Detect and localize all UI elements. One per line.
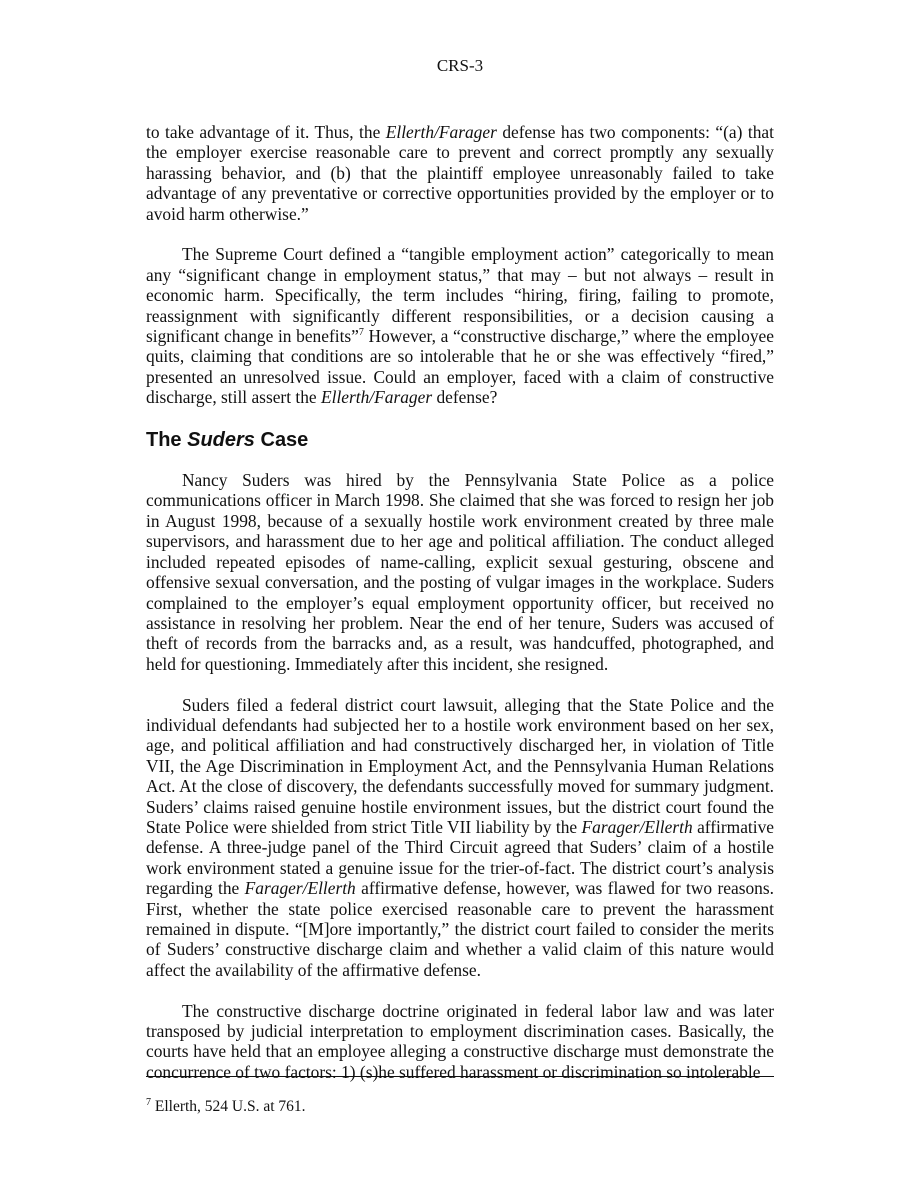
document-body xyxy=(146,122,774,1103)
paragraph-1: to take advantage of it. Thus, the Ellerth/Farager defense has two components: “(a) that the employer exercise reasonable care to prevent and correct promptly any sexually harassing behavior, and (b) that the plaintiff employee unreasonably failed to take advantage of any preventative or corrective opportunities provided by the employer or to avoid harm otherwise.” xyxy=(146,122,774,224)
section-heading: The Suders Case xyxy=(146,429,309,452)
footnote-number: 7 xyxy=(146,1096,151,1108)
paragraph-2: The Supreme Court defined a “tangible employment action” categorically to mean any “significant change in employment status,” that may – but not always – result in economic harm. Specifically, the term includes “hiring, firing, failing to promote, reassignment with significantly different responsibilities, or a decision causing a significant change in benefits”$^7$ However, a “constructive discharge,” where the employee quits, claiming that conditions are so intolerable that he or she was effectively “fired,” presented an unresolved issue. Could an employer, faced with a claim of constructive discharge, still assert the Ellerth/Farager defense? xyxy=(146,244,774,408)
paragraph-5: The constructive discharge doctrine originated in federal labor law and was later transposed by judicial interpretation to employment discrimination cases. Basically, the courts have held that an employee alleging a constructive discharge must demonstrate the concurrence of two factors: 1) (s)he suffered harassment or discrimination so intolerable xyxy=(146,1000,774,1082)
footnote-7 xyxy=(146,1097,774,1117)
page-header: CRS-3 xyxy=(436,56,484,75)
paragraph-4: Suders filed a federal district court lawsuit, alleging that the State Police and the individual defendants had subjected her to a hostile work environment based on her sex, age, and political affiliation and had constructively discharged her, in violation of Title VII, the Age Discrimination in Employment Act, and the Pennsylvania Human Relations Act. At the close of discovery, the defendants successfully moved for summary judgment. Suders’ claims raised genuine hostile environment issues, but the district court found the State Police were shielded from strict Title VII liability by the Farager/Ellerth affirmative defense. A three-judge panel of the Third Circuit agreed that Suders’ claim of a hostile work environment stated a genuine issue for the trier-of-fact. The district court’s analysis regarding the Farager/Ellerth affirmative defense, however, was flawed for two reasons. First, whether the state police exercised reasonable care to prevent the harassment remained in dispute. “[M]ore importantly,” the district court failed to consider the merits of Suders’ constructive discharge claim and whether a valid claim of this nature would affect the availability of the affirmative defense. xyxy=(146,694,774,980)
footnote-divider xyxy=(146,1076,774,1077)
footnote-text: Ellerth, 524 U.S. at 761. xyxy=(151,1098,306,1115)
paragraph-3: Nancy Suders was hired by the Pennsylvania State Police as a police communications officer in March 1998. She claimed that she was forced to resign her job in August 1998, because of a sexually hostile work environment created by three male supervisors, and harassment due to her age and political affiliation. The conduct alleged included repeated episodes of name-calling, explicit sexual gesturing, obscene and offensive sexual conversation, and the posting of vulgar images in the workplace. Suders complained to the employer’s equal employment opportunity officer, but received no assistance in resolving her problem. Near the end of her tenure, Suders was accused of theft of records from the barracks and, as a result, was handcuffed, photographed, and held for questioning. Immediately after this incident, she resigned. xyxy=(146,470,774,674)
footnote-ref-7[interactable]: 7 xyxy=(358,327,364,339)
